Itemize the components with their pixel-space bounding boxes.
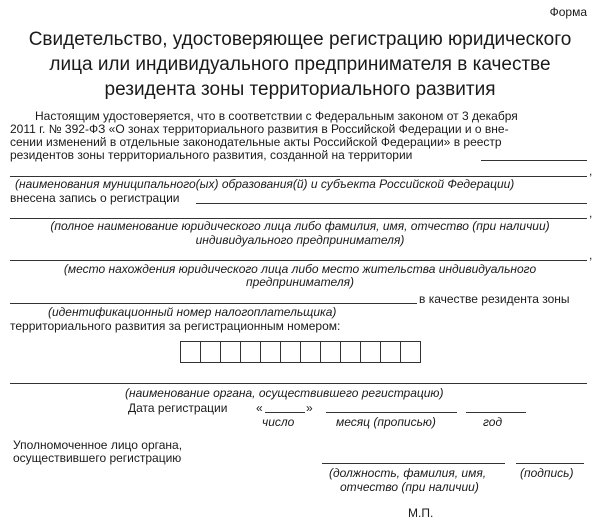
reg-number-cell[interactable] [400, 341, 421, 363]
signature-field-line[interactable] [516, 463, 584, 464]
territory-field-line[interactable] [481, 160, 587, 161]
location-field-line[interactable] [10, 260, 587, 261]
position-field-line[interactable] [322, 463, 505, 464]
body-line: резидентов зоны территориального развития, созданной на территории [10, 148, 413, 162]
caption-location-line: (место нахождения юридического лица либо место жительства индивидуального [63, 262, 537, 276]
caption-signature: (подпись) [520, 466, 574, 480]
caption-position-line: (должность, фамилия, имя, [329, 466, 487, 480]
caption-inn: (идентификационный номер налогоплательщика) [48, 305, 337, 319]
caption-day: число [262, 415, 295, 429]
title-line: резидента зоны территориального развития [104, 79, 496, 100]
caption-location-line: предпринимателя) [245, 275, 355, 289]
reg-number-cell[interactable] [360, 341, 381, 363]
caption-month: месяц (прописью) [336, 415, 436, 429]
reg-number-cell[interactable] [280, 341, 301, 363]
inn-field-line[interactable] [10, 303, 417, 304]
stamp-place: М.П. [408, 506, 434, 520]
title-line: Свидетельство, удостоверяющее регистрацию юридического [28, 29, 572, 50]
reg-number-cell[interactable] [380, 341, 401, 363]
authorized-line: Уполномоченное лицо органа, [13, 438, 183, 452]
reg-number-cell[interactable] [320, 341, 341, 363]
date-year-line[interactable] [466, 412, 526, 413]
date-day-line[interactable] [265, 412, 305, 413]
authority-field-line[interactable] [10, 383, 587, 384]
title-line: лица или индивидуального предпринимателя в качестве [49, 54, 551, 75]
caption-year: год [483, 415, 503, 429]
quote-close: » [306, 401, 313, 415]
authorized-line: осуществившего регистрацию [13, 451, 182, 465]
reg-number-text: территориального развития за регистрационным номером: [10, 319, 341, 333]
entry-field-line[interactable] [196, 203, 587, 204]
date-month-line[interactable] [326, 412, 457, 413]
reg-number-cell[interactable] [300, 341, 321, 363]
comma: , [589, 248, 593, 262]
caption-municipality: (наименования муниципального(ых) образования(й) и субъекта Российской Федерации) [15, 177, 515, 191]
body-line: Настоящим удостоверяется, что в соответствии с Федеральным законом от 3 декабря [35, 109, 518, 123]
caption-entity-line: (полное наименование юридического лица либо фамилия, имя, отчество (при наличии) [50, 219, 550, 233]
reg-number-cell[interactable] [340, 341, 361, 363]
caption-position-line: отчество (при наличии) [340, 480, 479, 494]
reg-number-cells [180, 341, 421, 363]
reg-number-cell[interactable] [240, 341, 261, 363]
body-line: 2011 г. № 392-ФЗ «О зонах территориального развития в Российской Федерации и о вне- [10, 122, 509, 136]
quote-open: « [256, 401, 263, 415]
reg-date-label: Дата регистрации [128, 401, 228, 415]
reg-number-cell[interactable] [260, 341, 281, 363]
form-label: Форма [549, 5, 587, 19]
reg-number-cell[interactable] [200, 341, 221, 363]
comma: , [589, 164, 593, 178]
comma: , [589, 206, 593, 220]
caption-authority: (наименование органа, осуществившего регистрацию) [125, 386, 444, 400]
body-line: сении изменений в отдельные законодательные акты Российской Федерации» в реестр [10, 135, 502, 149]
reg-number-cell[interactable] [180, 341, 201, 363]
as-resident-text: в качестве резидента зоны [419, 292, 570, 306]
document-title [0, 27, 600, 102]
reg-number-cell[interactable] [220, 341, 241, 363]
caption-entity-line: индивидуального предпринимателя) [195, 233, 405, 247]
entry-made-text: внесена запись о регистрации [10, 191, 180, 205]
